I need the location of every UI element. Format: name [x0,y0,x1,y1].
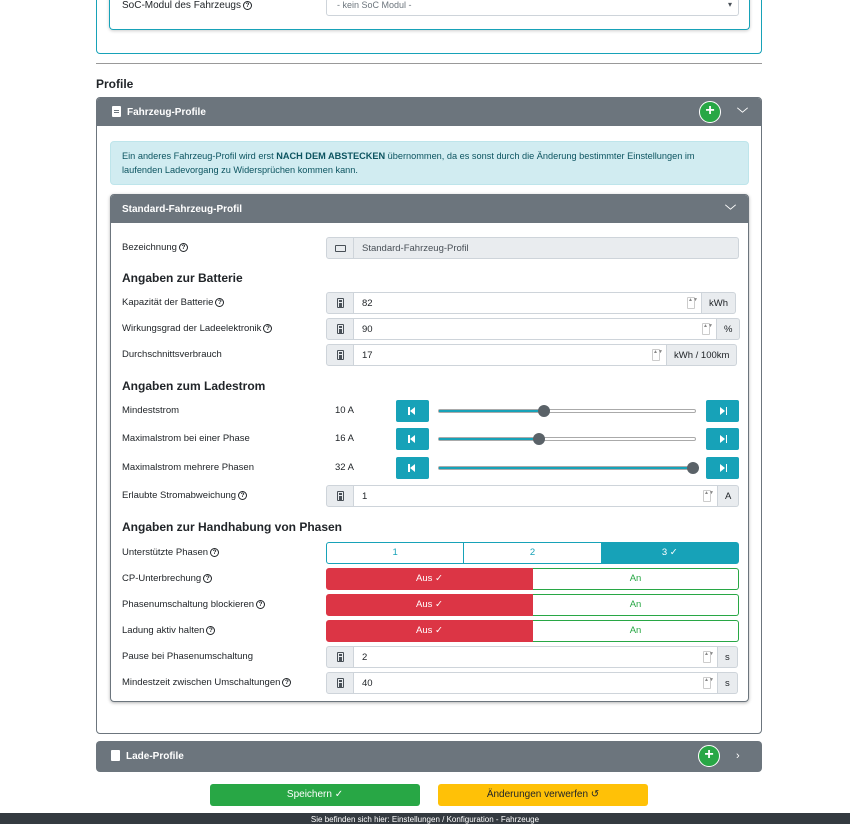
pause-unit: s [718,646,738,668]
divider [96,63,762,64]
verbrauch-unit: kWh / 100km [667,344,737,366]
kapazitaet-input[interactable]: 82 ▲▼ [354,292,702,314]
bezeichnung-input[interactable]: Standard-Fahrzeug-Profil [354,237,739,259]
phasen-row [111,542,750,564]
soc-card [96,0,762,54]
ladung-aktiv-row [111,620,750,642]
fahrzeug-profile-title: Fahrzeug-Profile [127,107,206,118]
help-icon[interactable]: ? [263,324,272,333]
wirkungsgrad-label: Wirkungsgrad der Ladeelektronik ? [122,323,272,334]
spinner-icon[interactable]: ▲▼ [702,323,710,335]
soc-module-select[interactable]: - kein SoC Modul - ▾ [326,0,739,16]
phase-3-button[interactable]: 3 ✓ [602,542,739,564]
slider-value: 10 A [335,405,355,416]
abweichung-label: Erlaubte Stromabweichung ? [122,490,247,501]
an-button[interactable]: An [533,620,739,642]
collapse-chevron-icon[interactable]: ﹀ [725,205,736,217]
slider-increase-button[interactable] [706,400,739,422]
verbrauch-row [111,344,750,366]
an-button[interactable]: An [533,594,739,616]
pause-label: Pause bei Phasenumschaltung [122,651,253,662]
help-icon[interactable]: ? [210,548,219,557]
help-icon[interactable]: ? [206,626,215,635]
slider-track[interactable] [438,409,696,413]
standard-profile-header[interactable] [111,195,748,223]
expand-chevron-icon[interactable]: › [736,750,740,762]
section-title: Profile [96,77,134,91]
slider-decrease-button[interactable] [396,400,429,422]
calculator-icon [326,646,354,668]
ladung-aktiv-toggle [326,620,739,642]
soc-card-inner [109,0,750,30]
phasenumschaltung-label: Phasenumschaltung blockieren ? [122,599,265,610]
pause-input[interactable]: 2 ▲▼ [354,646,718,668]
slider-fill [439,438,539,440]
abweichung-input-group [326,485,739,507]
lade-profile-title: Lade-Profile [126,751,184,762]
calculator-icon [326,344,354,366]
soc-module-label: SoC-Modul des Fahrzeugs ? [122,0,252,11]
slider-row [111,428,750,450]
slider-increase-button[interactable] [706,428,739,450]
cp-unterbrechung-toggle [326,568,739,590]
slider-row [111,457,750,479]
aus-button[interactable]: Aus ✓ [326,620,533,642]
slider-track[interactable] [438,466,696,470]
slider-fill [439,467,695,469]
document-icon [112,106,121,117]
an-button[interactable]: An [533,568,739,590]
slider-value: 32 A [335,462,355,473]
standard-profile-card [110,194,749,702]
slider-label: Maximalstrom mehrere Phasen [122,462,254,473]
spinner-icon[interactable]: ▲▼ [703,677,711,689]
phasen-heading: Angaben zur Handhabung von Phasen [122,520,343,534]
calculator-icon [326,292,354,314]
verbrauch-input-group [326,344,737,366]
help-icon[interactable]: ? [215,298,224,307]
phasen-button-group [326,542,739,564]
help-icon[interactable]: ? [256,600,265,609]
add-charge-profile-button[interactable]: + [698,745,720,767]
bezeichnung-row [111,237,750,259]
slider-label: Maximalstrom bei einer Phase [122,433,250,444]
calculator-icon [326,318,354,340]
spinner-icon[interactable]: ▲▼ [703,490,711,502]
ladestrom-heading: Angaben zum Ladestrom [122,379,266,393]
wirkungsgrad-row [111,318,750,340]
slider-thumb[interactable] [538,405,550,417]
pause-row [111,646,750,668]
wirkungsgrad-input[interactable]: 90 ▲▼ [354,318,717,340]
phase-2-button[interactable]: 2 [464,542,601,564]
step-backward-icon [410,407,415,415]
mindestzeit-row [111,672,750,694]
kapazitaet-unit: kWh [702,292,736,314]
verbrauch-input[interactable]: 17 ▲▼ [354,344,667,366]
help-icon[interactable]: ? [243,1,252,10]
slider-increase-button[interactable] [706,457,739,479]
help-icon[interactable]: ? [203,574,212,583]
bezeichnung-label: Bezeichnung ? [122,242,188,253]
save-button[interactable]: Speichern ✓ [210,784,420,806]
discard-button[interactable]: Änderungen verwerfen ↺ [438,784,648,806]
collapse-chevron-icon[interactable]: ﹀ [737,108,748,120]
mindestzeit-input[interactable]: 40 ▲▼ [354,672,718,694]
wirkungsgrad-unit: % [717,318,740,340]
step-forward-icon [720,407,725,415]
fahrzeug-profile-header[interactable] [97,98,761,126]
mindestzeit-label: Mindestzeit zwischen Umschaltungen ? [122,677,291,688]
slider-fill [439,410,544,412]
breadcrumb-footer: Sie befinden sich hier: Einstellungen / Konfiguration - Fahrzeuge [0,813,850,824]
kapazitaet-row [111,292,750,314]
help-icon[interactable]: ? [282,678,291,687]
kapazitaet-label: Kapazität der Batterie ? [122,297,224,308]
step-forward-icon [720,435,725,443]
bezeichnung-input-group [326,237,739,259]
calculator-icon [326,485,354,507]
help-icon[interactable]: ? [238,491,247,500]
chevron-down-icon: ▾ [727,0,732,9]
slider-thumb[interactable] [687,462,699,474]
document-icon [111,750,120,761]
aus-button[interactable]: Aus ✓ [326,594,533,616]
verbrauch-label: Durchschnittsverbrauch [122,349,222,360]
slider-label: Mindeststrom [122,405,180,416]
wirkungsgrad-input-group [326,318,740,340]
fahrzeug-profile-card [96,97,762,734]
cp-unterbrechung-label: CP-Unterbrechung ? [122,573,212,584]
slider-thumb[interactable] [533,433,545,445]
spinner-icon[interactable]: ▲▼ [703,651,711,663]
standard-profile-title: Standard-Fahrzeug-Profil [122,204,243,215]
abweichung-row [111,485,750,507]
slider-row [111,400,750,422]
keyboard-icon [326,237,354,259]
phasenumschaltung-row [111,594,750,616]
step-backward-icon [410,435,415,443]
spinner-icon[interactable]: ▲▼ [687,297,695,309]
info-alert: Ein anderes Fahrzeug-Profil wird erst NACH DEM ABSTECKEN übernommen, da es sonst durch die Änderung bestimmter Einstellungen im laufenden Ladevorgang zu Widersprüchen kommen kann. [110,141,749,185]
mindestzeit-input-group [326,672,738,694]
abweichung-input[interactable]: 1 ▲▼ [354,485,718,507]
calculator-icon [326,672,354,694]
mindestzeit-unit: s [718,672,738,694]
slider-value: 16 A [335,433,355,444]
ladung-aktiv-label: Ladung aktiv halten ? [122,625,215,636]
cp-unterbrechung-row [111,568,750,590]
slider-track[interactable] [438,437,696,441]
add-vehicle-profile-button[interactable]: + [699,101,721,123]
step-forward-icon [720,464,725,472]
slider-decrease-button[interactable] [396,457,429,479]
help-icon[interactable]: ? [179,243,188,252]
phasenumschaltung-toggle [326,594,739,616]
spinner-icon[interactable]: ▲▼ [652,349,660,361]
step-backward-icon [410,464,415,472]
pause-input-group [326,646,738,668]
slider-decrease-button[interactable] [396,428,429,450]
kapazitaet-input-group [326,292,736,314]
phasen-label: Unterstützte Phasen ? [122,547,219,558]
lade-profile-card[interactable] [96,741,762,772]
battery-heading: Angaben zur Batterie [122,271,243,285]
abweichung-unit: A [718,485,739,507]
phase-1-button[interactable]: 1 [326,542,464,564]
aus-button[interactable]: Aus ✓ [326,568,533,590]
